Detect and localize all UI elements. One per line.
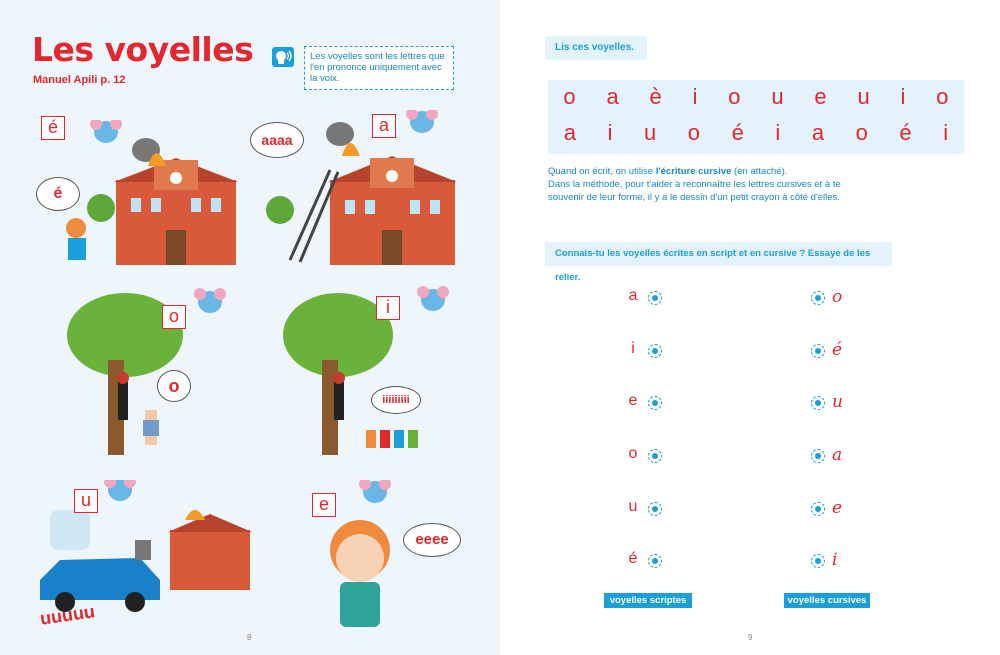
cursive-letter: a — [832, 445, 843, 465]
vowel: i — [943, 120, 949, 145]
page-number-left: 8 — [247, 633, 252, 642]
vowel: u — [644, 120, 657, 145]
vowel: a — [606, 84, 619, 109]
speech-bubble: eeee — [403, 523, 461, 557]
vowel: i — [900, 84, 906, 109]
connect-dot-left[interactable] — [648, 396, 662, 410]
letter-card: o — [162, 305, 186, 329]
script-letter: é — [628, 550, 638, 567]
cursive-column-label: voyelles cursives — [784, 593, 870, 608]
cursive-letter: e — [832, 498, 843, 518]
vowel: o — [855, 120, 868, 145]
vowel: u — [771, 84, 784, 109]
explanation-part: (en attaché). — [731, 166, 788, 177]
script-letter: o — [628, 445, 638, 462]
speech-bubble: aaaa — [250, 122, 304, 158]
vowel: a — [563, 120, 577, 145]
vowel: o — [563, 84, 576, 109]
connect-dot-right[interactable] — [811, 502, 825, 516]
manual-reference: Manuel Apili p. 12 — [33, 74, 126, 86]
script-letter: a — [628, 287, 638, 304]
speech-bubble: o — [157, 370, 191, 402]
letter-card: i — [376, 296, 400, 320]
read-vowels-header: Lis ces voyelles. — [545, 36, 647, 60]
speaking-head-icon — [272, 47, 294, 67]
letter-card: e — [312, 493, 336, 517]
connect-dot-right[interactable] — [811, 396, 825, 410]
connect-dot-left[interactable] — [648, 344, 662, 358]
vowel: i — [692, 84, 698, 109]
scene-tree-children-shout — [278, 280, 468, 460]
explanation-text — [548, 165, 848, 204]
vowel: é — [731, 120, 744, 145]
vowel: o — [936, 84, 949, 109]
script-letter: i — [631, 340, 635, 357]
speech-bubble: é — [36, 177, 80, 211]
speech-bubble: iiiiiiiii — [371, 386, 421, 414]
connect-dot-right[interactable] — [811, 554, 825, 568]
connect-dot-right[interactable] — [811, 291, 825, 305]
page-number-right: 9 — [748, 633, 753, 642]
letter-card: é — [41, 116, 65, 140]
connect-dot-left[interactable] — [648, 554, 662, 568]
vowel: u — [857, 84, 870, 109]
cursive-letter: u — [832, 392, 843, 412]
connect-dot-right[interactable] — [811, 449, 825, 463]
script-letter: u — [628, 498, 638, 515]
cursive-letter: o — [832, 287, 843, 307]
vowel: i — [607, 120, 613, 145]
vowel: i — [775, 120, 781, 145]
script-letter: e — [628, 392, 638, 409]
script-column-label: voyelles scriptes — [604, 593, 692, 608]
vowel: e — [814, 84, 827, 109]
vowel-row-2 — [548, 120, 964, 146]
vowel: o — [687, 120, 701, 145]
explanation-line-2: Dans la méthode, pour t'aider à reconnaître les lettres cursives et à te souvenir de leur forme, il y a le dessin d'un petit crayon à côté d'elles. — [548, 179, 841, 203]
letter-card: u — [74, 489, 98, 513]
vowel: é — [899, 120, 912, 145]
connect-dot-left[interactable] — [648, 449, 662, 463]
page-title: Les voyelles — [32, 30, 254, 69]
match-exercise-header: Connais-tu les voyelles écrites en script et en cursive ? Essaye de les relier. — [545, 242, 892, 266]
connect-dot-right[interactable] — [811, 344, 825, 358]
cursive-letter: é — [832, 340, 843, 360]
letter-card: a — [372, 114, 396, 138]
explanation-part: Quand on écrit, on utilise — [548, 166, 656, 177]
connect-dot-left[interactable] — [648, 502, 662, 516]
speaking-head-icon — [272, 47, 294, 67]
explanation-bold: l'écriture cursive — [655, 166, 732, 177]
connect-dot-left[interactable] — [648, 291, 662, 305]
vowel: o — [728, 84, 741, 109]
vowel: a — [811, 120, 825, 145]
vowel-row-1 — [548, 84, 964, 110]
definition-note: Les voyelles sont les lettres que l'en prononce uniquement avec la voix. — [304, 46, 454, 90]
cursive-letter: i — [832, 550, 838, 570]
scene-tree-cat-rescue — [60, 280, 250, 460]
vowel: è — [649, 84, 662, 109]
sound-effect-text: uuuuu — [38, 601, 97, 629]
